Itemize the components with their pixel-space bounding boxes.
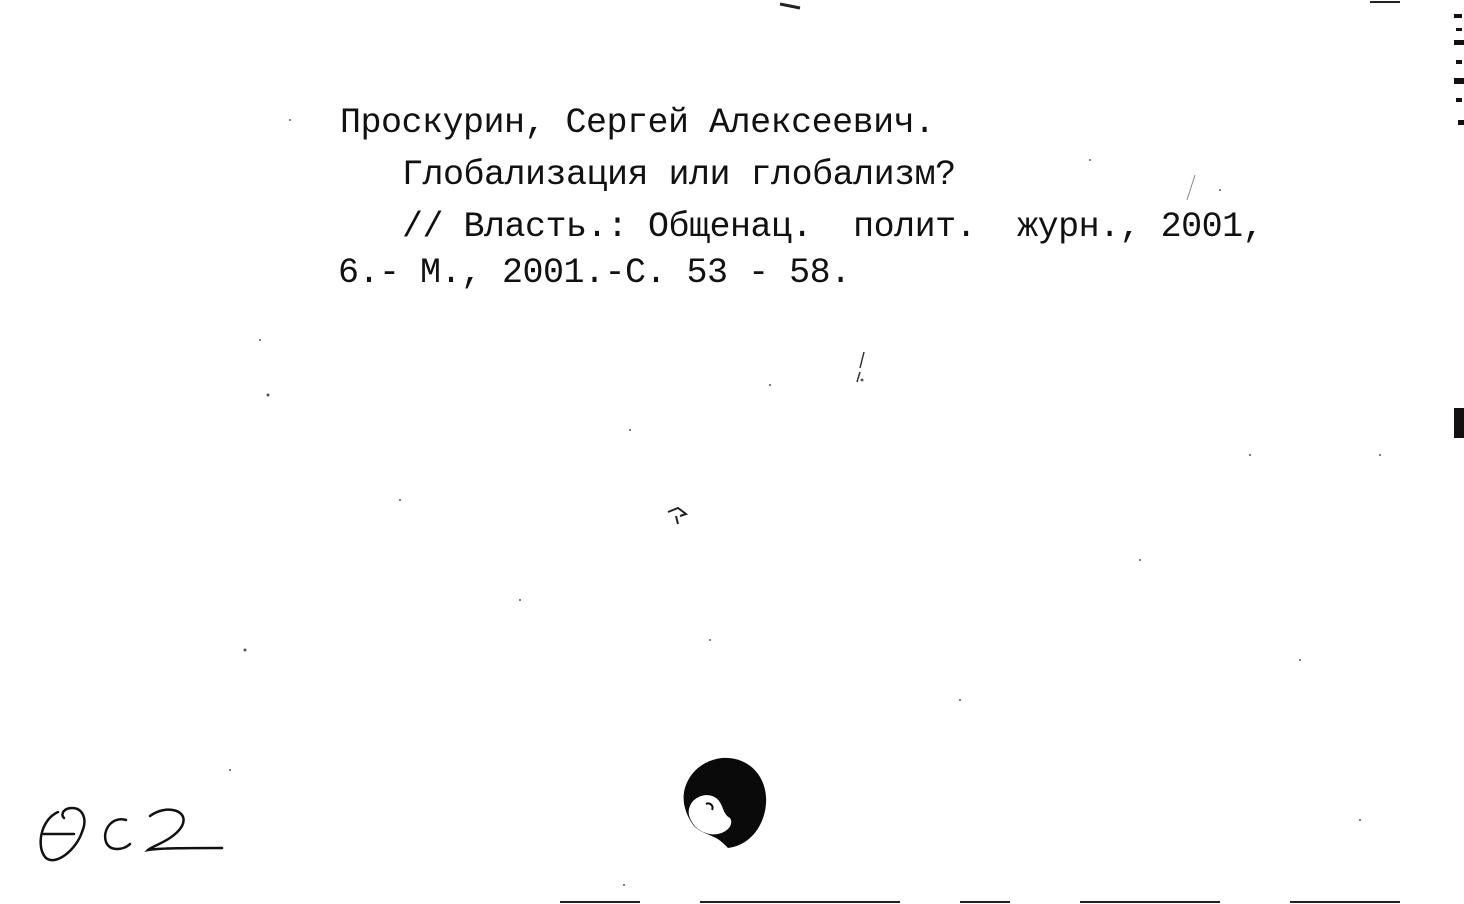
record-source-line-1: // Власть.: Общенац. полит. журн., 2001,: [402, 207, 1264, 247]
record-title: Глобализация или глобализм?: [402, 155, 956, 195]
record-author: Проскурин, Сергей Алексеевич.: [340, 103, 935, 143]
bottom-edge: [0, 894, 1464, 904]
record-source-line-2: 6.- М., 2001.-С. 53 - 58.: [338, 253, 851, 293]
top-edge: [0, 0, 1464, 10]
handwritten-code: [30, 790, 240, 880]
right-edge-marks: [1448, 0, 1464, 904]
punch-hole: [668, 752, 778, 862]
